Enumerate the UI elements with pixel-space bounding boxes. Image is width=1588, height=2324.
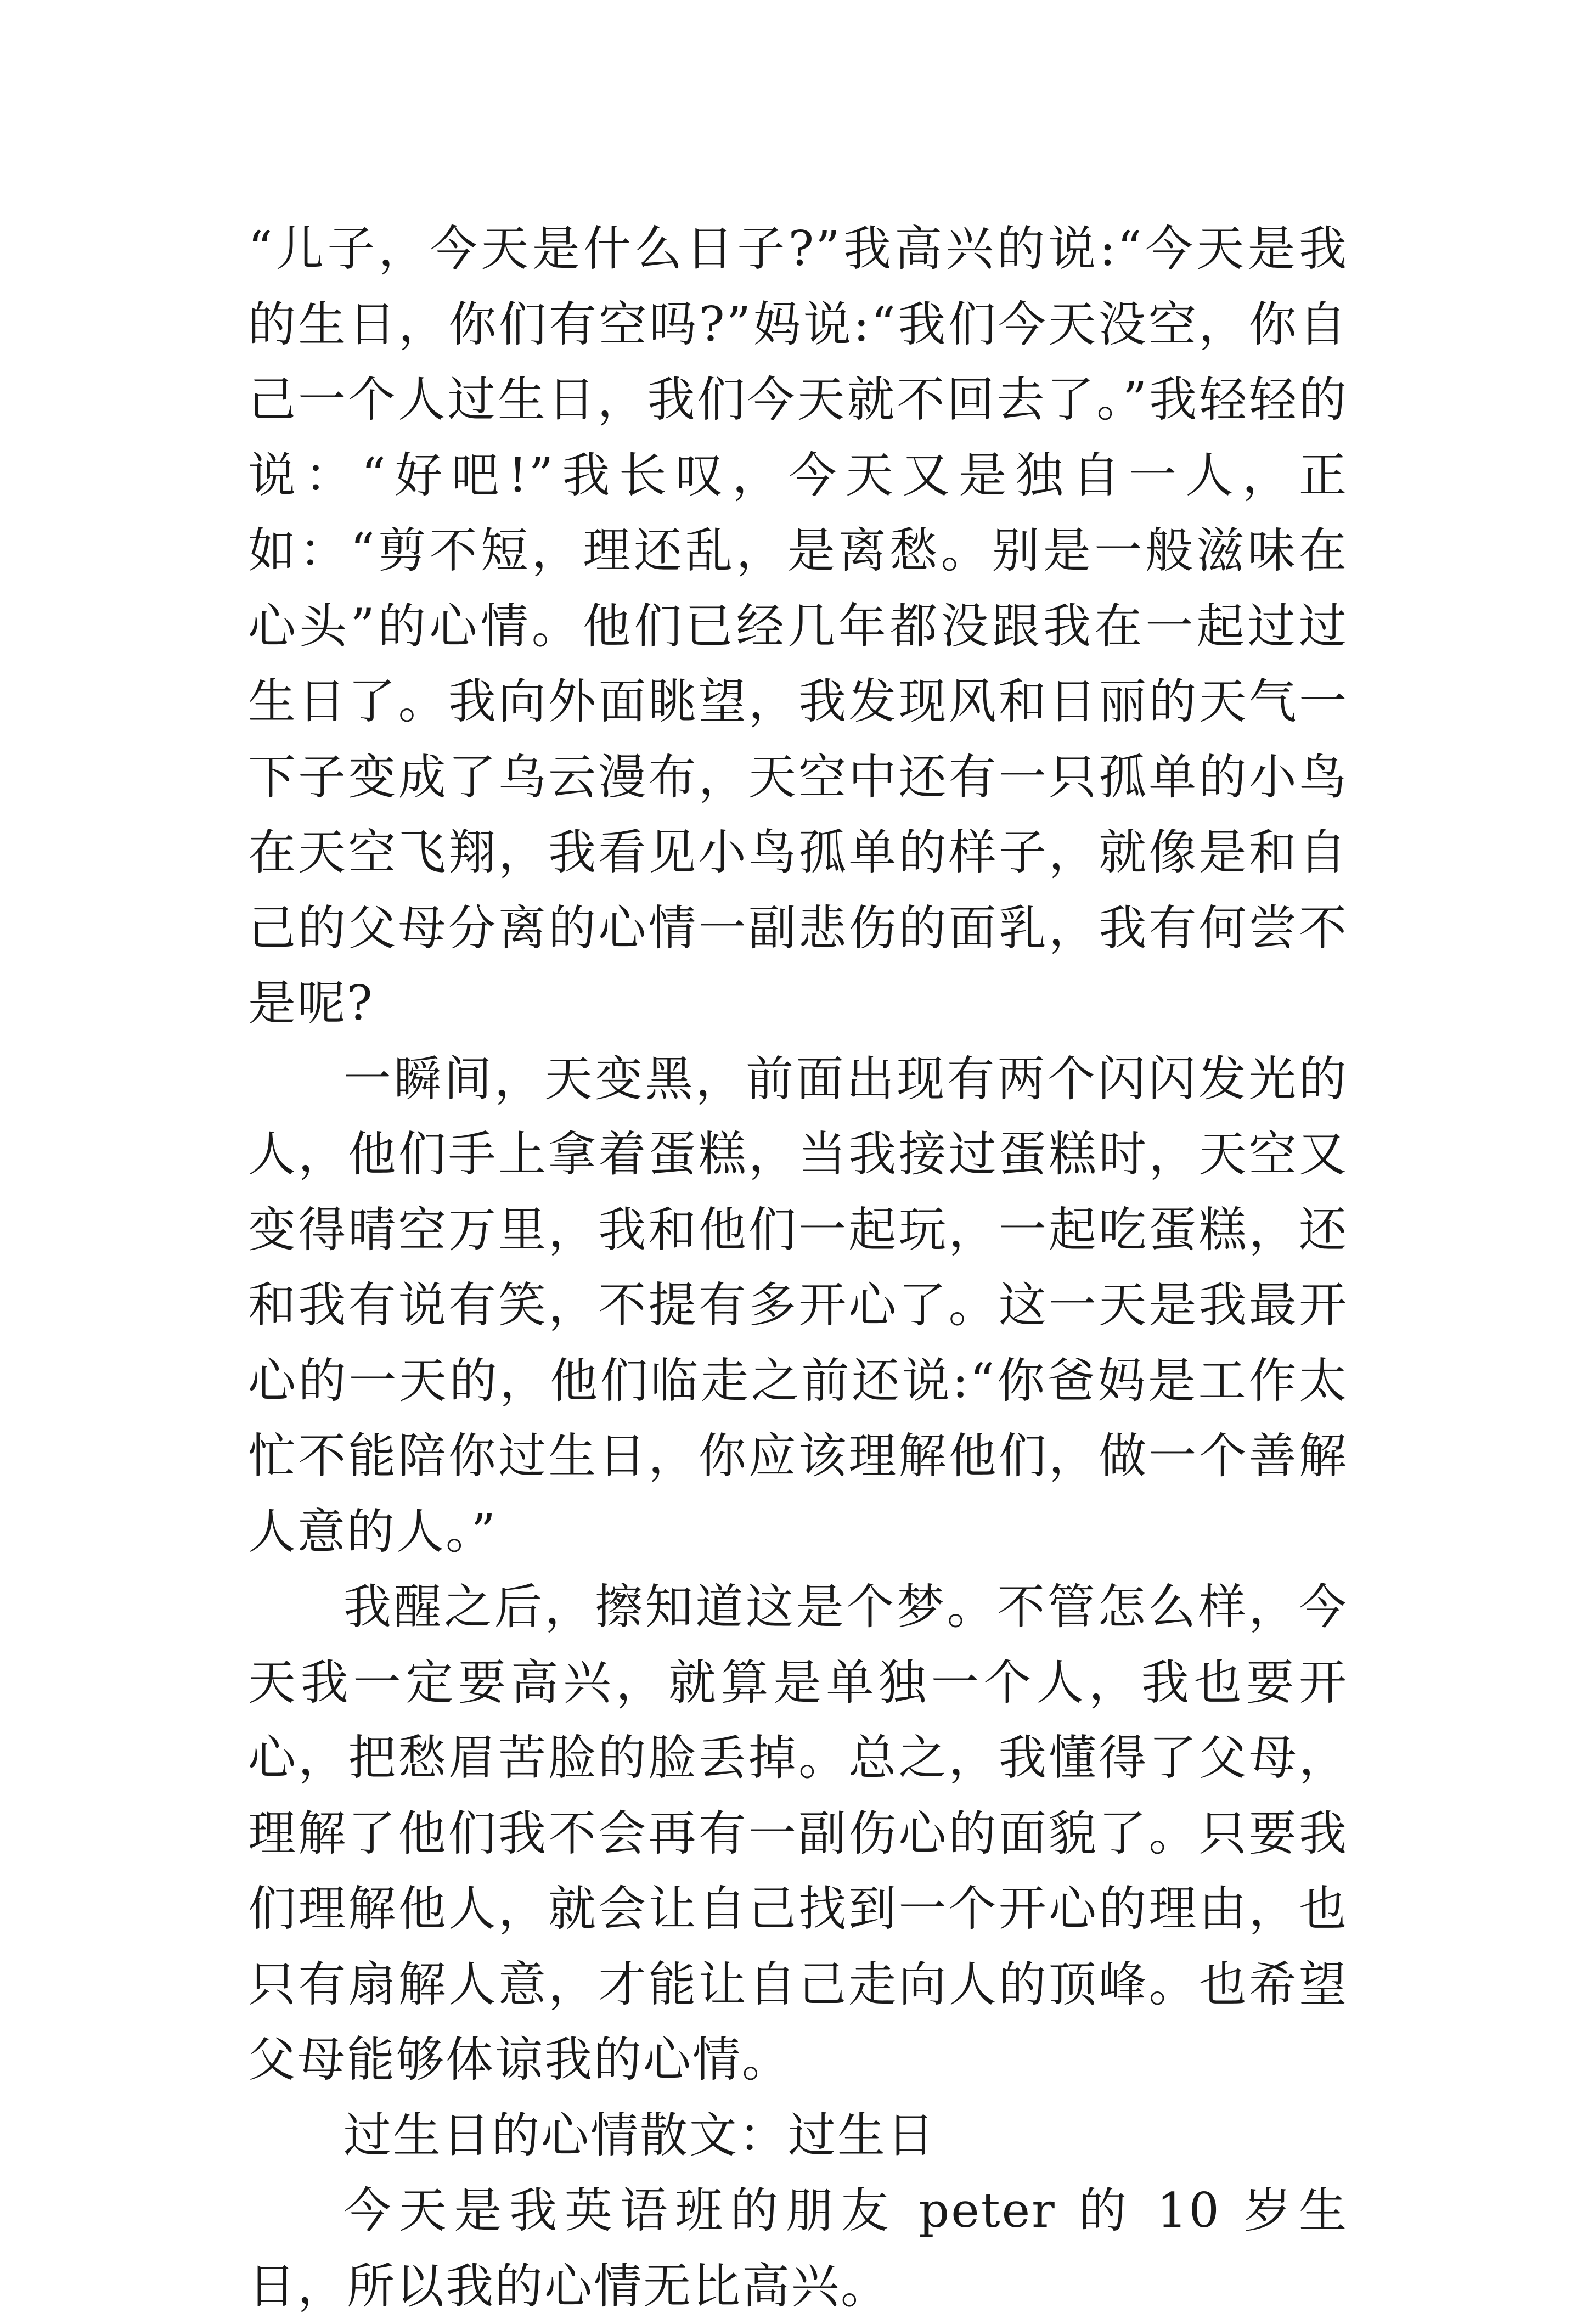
paragraph-peter-birthday: 今天是我英语班的朋友 peter 的 10 岁生日，所以我的心情无比高兴。 [248,2182,1348,2314]
paragraph-waking-up: 我醒之后，擦知道这是个梦。不管怎么样，今天我一定要高兴，就算是单独一个人，我也要开心，把愁眉苦脸的脸丢掉。总之，我懂得了父母，理解了他们我不会再有一副伤心的面貌了。只要我们理解他人，就会让自己找到一个开心的理由，也只有扇解人意，才能让自己走向人的顶峰。也希望父母能够体谅我的心情。 [248,1579,1348,2087]
paragraph-birthday-phone-call: “儿子，今天是什么日子?”我高兴的说:“今天是我的生日，你们有空吗?”妈说:“我们今天没空，你自己一个人过生日，我们今天就不回去了。”我轻轻的说：“好吧!”我长叹，今天又是独自一人，正如：“剪不短，理还乱，是离愁。别是一般滋味在心头”的心情。他们已经几年都没跟我在一起过过生日了。我向外面眺望，我发现风和日丽的天气一下子变成了乌云漫布，天空中还有一只孤单的小鸟在天空飞翔，我看见小鸟孤单的样子，就像是和自己的父母分离的心情一副悲伤的面乳，我有何尝不是呢? [248,221,1348,1031]
section-heading: 过生日的心情散文：过生日 [343,2107,936,2163]
document-body [248,211,1348,2324]
paragraph-dream-visitors: 一瞬间，天变黑，前面出现有两个闪闪发光的人，他们手上拿着蛋糕，当我接过蛋糕时，天空又变得晴空万里，我和他们一起玩，一起吃蛋糕，还和我有说有笑，不提有多开心了。这一天是我最开心的一天的，他们临走之前还说:“你爸妈是工作太忙不能陪你过生日，你应该理解他们，做一个善解人意的人。” [248,1050,1348,1560]
